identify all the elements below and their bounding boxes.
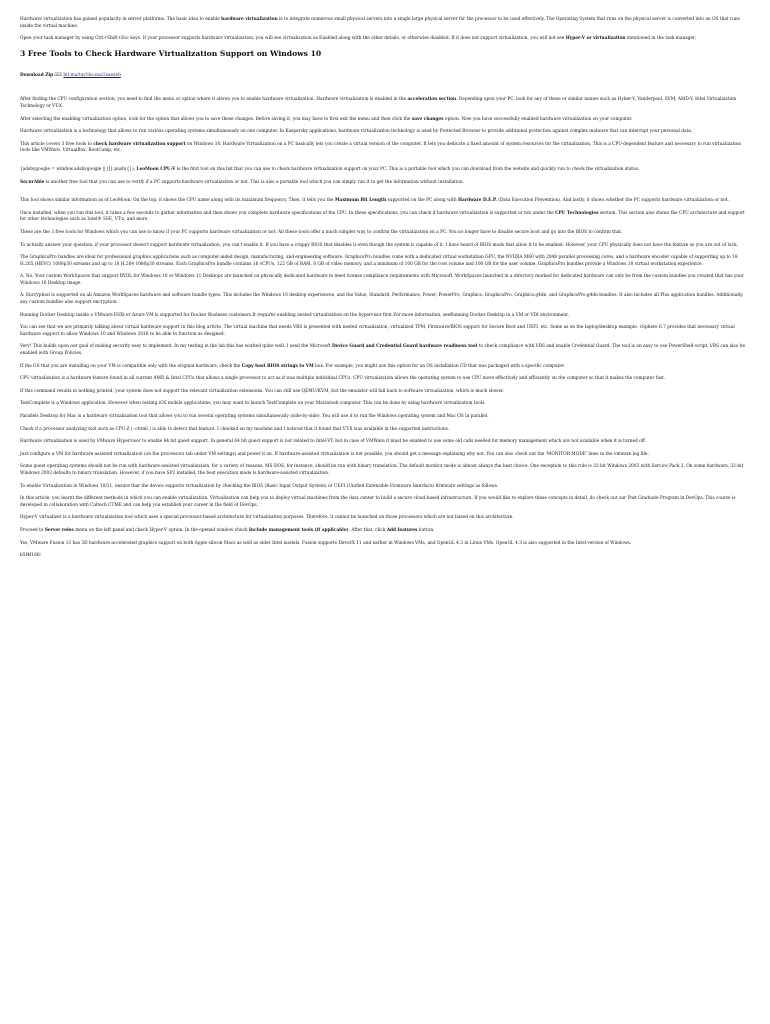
- paragraph: Just configure a VM for hardware-assisted virtualization (on the processors tab under VM settings) and power it on. If hardware-assisted virtualization is not possible, you should get a message explaining why not. You can also check out the 'MONITOR MODE' lines in the vmware.log file.: [20, 451, 649, 457]
- paragraph: Yes, VMware Fusion 13 has 3D hardware-accelerated graphics support on both Apple silicon Macs as well as older Intel models. Fusion supports DirectX 11 and earlier in Windows VMs, and OpenGL 4.3 in Linux VMs. OpenGL 4.3 is also supported in the Intel-version of Windows.: [20, 540, 632, 546]
- article-heading: 3 Free Tools to Check Hardware Virtualization Support on Windows 10: [20, 48, 322, 58]
- intro-paragraph-2: Open your task manager by using Ctrl+Shift+Esc keys. If your processor supports hardware virtualization, you will see virtualization as Enabled along with the other details, or otherwise disabled. If it does not support virtualization, you will not see Hyper-V or virtualization mentioned in the task manager.: [20, 36, 697, 42]
- paragraph: You can see that we are primarily talking about virtual hardware support in this blog article. The virtual machine that needs VBS is presented with nested virtualization, virtualized TPM, Firmware/BIOS support for Secure Boot and UEFI, etc. Some as on the laptop/desktop example. vSphere 6.7 provides that necessary virtual hardware support to allow Windows 10 and Windows 2016 to be able to function as designed.: [20, 325, 735, 337]
- paragraph: Once installed, when you run this tool, it takes a few seconds to gather information and then shows you complete hardware specifications of the CPU. In these specifications, you can check if hardware virtualization is supported or not under the CPU Technologies section. This section also shows the CPU architecture and support for other technologies such as Intel® SSE, VT-x, and more.: [20, 210, 745, 223]
- paragraph: {adsbygoogle = window.adsbygoogle || []}.push({}); LeoMoon CPU-V is the first tool on this list that you can use to check hardware virtualization support on your PC. This is a portable tool which you can download from the website and quickly run to check the virtualization status.: [20, 166, 640, 172]
- paragraph: A. No. Your custom WorkSpaces that support BYOL for Windows 10 or Windows 11 Desktops are launched on physically dedicated hardware to meet license compliance requirements with Microsoft. WorkSpaces launched in a directory marked for dedicated hardware can only be from the custom bundles you created that has your Windows 10 Desktop image.: [20, 274, 744, 286]
- intro-paragraph-1: Hardware virtualization has gained popularity in server platforms. The basic idea to enable hardware virtualization is to integrate numerous small physical servers into a single large physical server for the processor to be used effectively. The Operating System that runs on the physical server is converted into an OS that runs inside the virtual machine.: [20, 17, 740, 29]
- download-line: [20, 73, 750, 80]
- paragraph: Very! This builds upon our goal of making security easy to implement. In my testing in the lab this has worked quite well. I used the Microsoft Device Guard and Credential Guard hardware readiness tool to check compliance with VBS and enable Credential Guard. The tool is an easy to use PowerShell script. VBS can also be enabled with Group Policies.: [20, 344, 745, 357]
- paragraph: Hyper-V virtualizer is a hardware virtualization tool which uses a special processor-based architecture for virtualization purposes. Therefore, it cannot be launched on those processors which are not based on this architecture.: [20, 515, 514, 521]
- paragraph: This tool shows similar information as of LeoMoon. On the top, it shows the CPU name along with its maximum frequency. Then, it tells you the Maximum Bit Length supported on the PC along with Hardware D.E.P. (Data Execution Prevention). And lastly, it shows whether the PC supports hardware virtualization or not.: [20, 198, 729, 204]
- paragraph: To actually answer your question, if your processor doesn't support hardware virtualization, you can't enable it. If you have a crappy BIOS that disables it even though the system is capable of it, I have heard of BIOS mods that allow it to be enabled. However, your CPU physically does not have the feature so you are out of luck.: [20, 242, 739, 248]
- paragraph: If the OS that you are installing on your VM is compatible only with the original hardware, check the Copy host BIOS strings to VM box. For example, you might use this option for an OS installation CD that was packaged with a specific computer.: [20, 363, 565, 369]
- paragraph: After finding the CPU configuration section, you need to find the menu or option where it allows you to enable hardware virtualization. Hardware virtualization is enabled in the acceleration section. Depending upon your PC, look for any of these or similar names such as Hyber-V, Vanderpool, SVM, AMD-V, Intel Virtualization Technology or VT-X.: [20, 97, 737, 109]
- paragraph: These are the 3 free tools for Windows which you can use to know if your PC supports hardware virtualization or not. All these tools offer a much simpler way to confirm the virtualization on a PC. You no longer have to disable secure boot and go into the BIOS to confirm that.: [20, 229, 623, 235]
- paragraph: CPU virtualization is a hardware feature found in all current AMD & Intel CPUs that allows a single processor to act as it was multiple individual CPUs. CPU virtualization allows the operating system to use CPU more effectively and efficiently on the computer so that it makes the computer fast.: [20, 376, 666, 382]
- paragraph: After selecting the enabling virtualization option, look for the option that allows you to save these changes. Before saving it, you may have to first exit the menu and then click the save changes option. Now you have successfully enabled hardware virtualization on your computer.: [20, 116, 633, 122]
- paragraph: The GraphicsPro bundles are ideal for professional graphics applications such as computer-aided design, manufacturing, and engineering software. GraphicsPro bundles come with a dedicated virtual workstation GPU, the NVIDIA M60 with 2048 parallel processing cores, and a hardware encoder capable of supporting up to 18 H.265 (HEVC) 1080p30 streams and up to 18 H.264 1080p30 streams. Each GraphicsPro bundle contains 16 vCPUs, 122 GB of RAM, 8 GB of video memory, and a minimum of 100 GB for the root volume and 100 GB for the user volume. GraphicsPro bundles provide a Windows 10 virtual workstation experience.: [20, 255, 738, 267]
- paragraph: A: Encryption is supported on all Amazon WorkSpaces hardware and software bundle types. This includes the Windows 10 desktop experiences, and the Value, Standard, Performance, Power, PowerPro, Graphics, GraphicsPro, Graphics.g4dn, and GraphicsPro.g4dn bundles. It also includes all Plus application bundles. Additionally, any custom bundles also support encryption.: [20, 293, 744, 306]
- footer-code: b5f4f18fc: [20, 553, 41, 559]
- download-separator: ☑☑: [52, 72, 64, 78]
- paragraph: Parallels Desktop for Mac is a hardware virtualization tool that allows you to run several operating systems simultaneously (side-by-side). You will use it to run the Windows operating system and Mac OS in parallel.: [20, 414, 489, 419]
- paragraph: This article covers 3 free tools to check hardware virtualization support on Windows 10. Hardware Virtualization on a PC basically lets you create a virtual version of the computer. It lets you dedicate a fixed amount of system resources for the virtualization. This is a CPU-dependent feature and necessary to run virtualization tools like VMWare, VirtualBox, BootCamp, etc.: [20, 141, 742, 154]
- paragraph: Check if a processor analyzing tool such as CPU-Z (.-chtml ) is able to detect that feature. I checked on my machine and I noticed that it found that VT-X was available in the supported instructions.: [20, 426, 450, 432]
- paragraph: In this article, you learnt the different methods in which you can enable virtualization. Virtualization can help you to deploy virtual machines from the data center to build a secure cloud-based infrastructure. If you would like to explore these concepts in detail, do check out our Post Graduate Program in DevOps. This course is developed in collaboration with Caltech CTME and can help you establish your career in the field of DevOps.: [20, 496, 736, 508]
- paragraph: To enable Virtualization in Windows 10/11, ensure that the device supports virtualization by checking the BIOS (Basic Input Output System) or UEFI (Unified Extensible Firmware Interface) firmware settings as follows.: [20, 483, 499, 489]
- paragraph: Some guest operating systems should not be run with hardware-assisted virtualization, for a variety of reasons. MS-DOS, for instance, should be run with binary translation. The default monitor mode is almost always the best choice. One exception to this rule is 32-bit Windows 2003 with Service Pack 2. On some hardware, 32-bit Windows 2003 defaults to binary translation. However, if you have SP2 installed, the best execution mode is hardware-assisted virtualization.: [20, 464, 744, 476]
- download-label: Download Zip: [20, 72, 53, 78]
- paragraph: Running Docker Desktop inside a VMware ESXi or Azure VM is supported for Docker Business customers.It requires enabling nested virtualization on the hypervisor first.For more information, seeRunning Docker Desktop in a VM or VDI environment.: [20, 312, 570, 318]
- paragraph: Hardware virtualization is used by VMware Hypervisor to enable 64 bit guest support. In general 64 bit guest support is not related to Intel-VT, but in case of VMWare it must be enabled to use some old calls needed for memory management which are not available when it is turned off.: [20, 439, 647, 445]
- paragraph: Hardware virtualization is a technology that allows to run various operating systems simultaneously on one computer. In Kaspersky applications, hardware virtualization technology is used by Protected Browser to provide additional protection against complex malware that can interrupt your personal data.: [20, 129, 693, 135]
- paragraph: TestComplete is a Windows application. However when testing iOS mobile applications, you may want to launch TestComplete on your Macintosh computer. This can be done by using hardware virtualization tools.: [20, 401, 486, 407]
- paragraph: If this command results in nothing printed, your system does not support the relevant virtualization extensions. You can still use QEMU/KVM, but the emulator will fall back to software virtualization, which is much slower.: [20, 388, 505, 394]
- download-link[interactable]: bit.ma/tuv1bo.ma/2saexeh: [63, 72, 121, 78]
- paragraph: Proceed to Server roles menu on the left panel and check Hyper-V option. In the opened window check Include management tools (if applicable). After that, click Add features button.: [20, 527, 435, 533]
- paragraph: SecurAble is another free tool that you can use to verify if a PC supports hardware virtualization or not. This is also a portable tool which you can simply run it to get the information without installation.: [20, 179, 464, 185]
